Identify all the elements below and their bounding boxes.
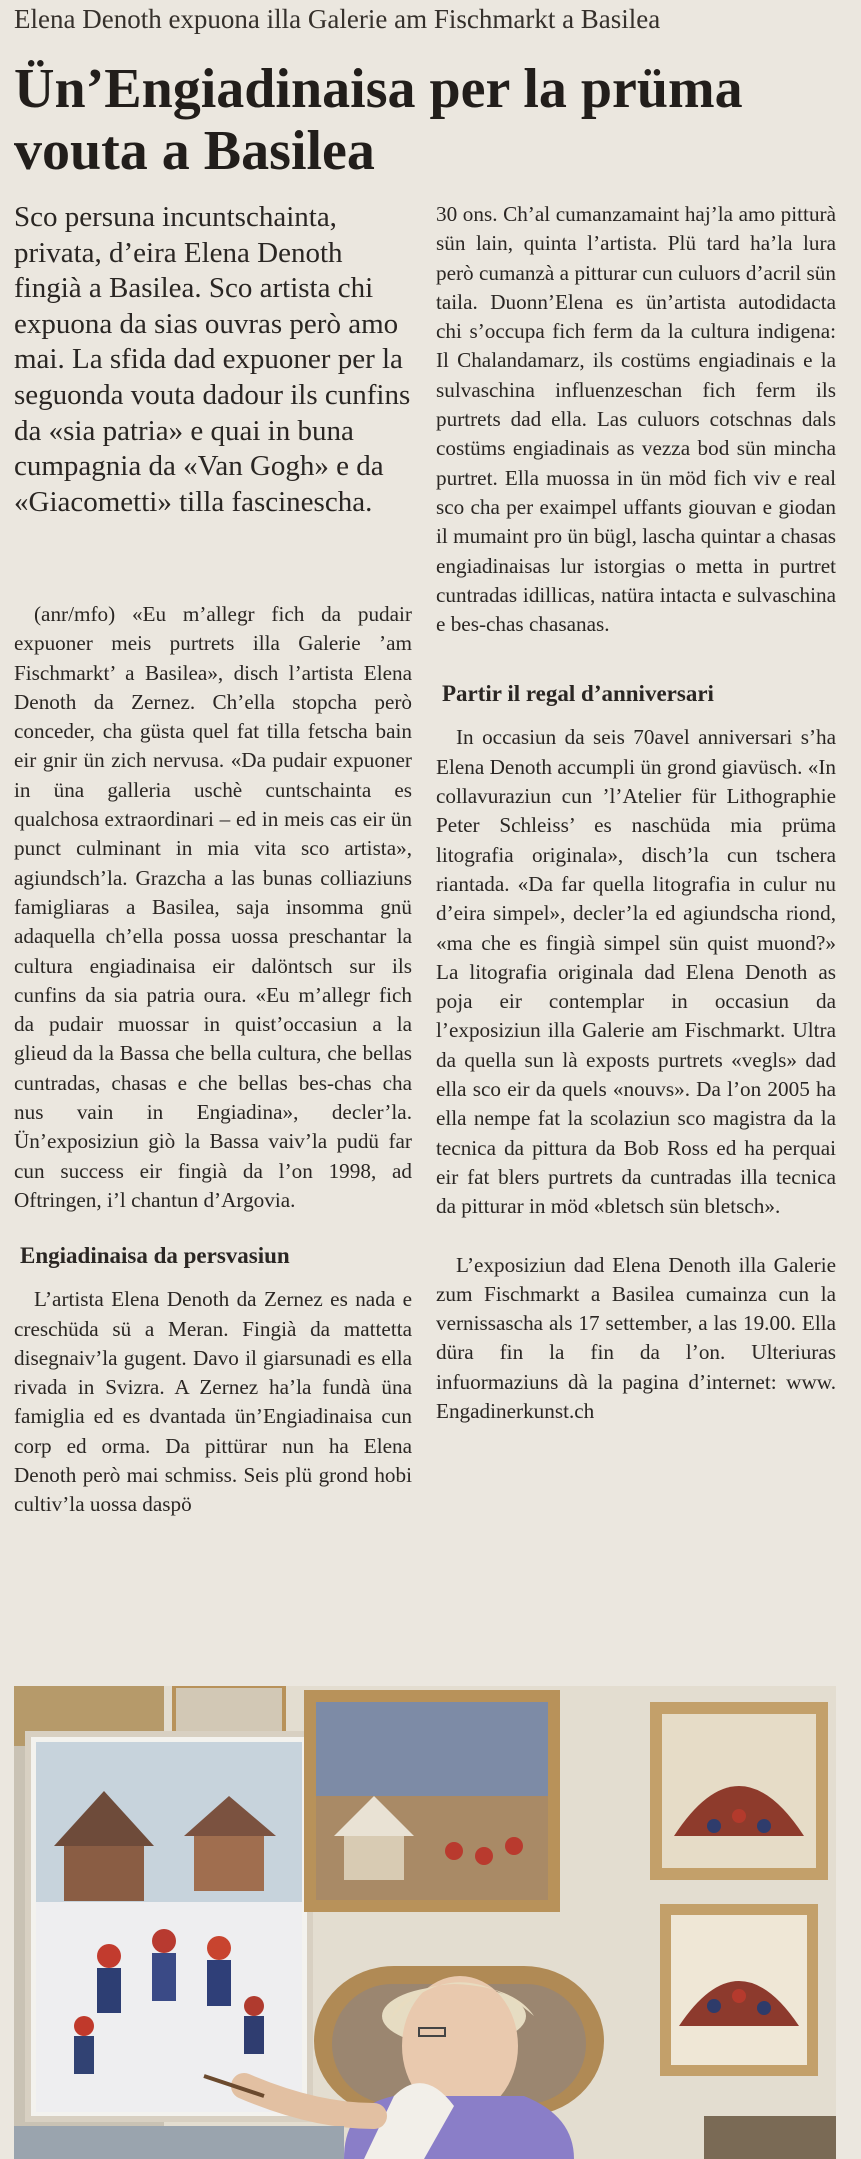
headline: Ün’Engiadinaisa per la prüma vouta a Basilea — [14, 58, 743, 182]
column-left — [14, 600, 412, 1520]
subheading: Partir il regal d’anniversari — [442, 681, 714, 707]
subheading: Engiadinaisa da persvasiun — [20, 1243, 290, 1269]
easel-painting — [28, 1734, 310, 2119]
article-photo — [14, 1686, 836, 2159]
body-paragraph: L’artista Elena Denoth da Zernez es nada e creschüda sü a Meran. Fingià da mattetta disegnaiv’la gugent. Davo il giarsunadi es ella rivada in Svizra. A Zernez ha’la fundà üna famiglia ed es dvantada ün’Engiadinaisa cun corp ed orma. Da pittürar nun ha Elena Denoth però mai schmiss. Seis plü grond hobi cultiv’la uossa daspö — [14, 1287, 412, 1517]
photo-illustration — [14, 1686, 836, 2159]
body-paragraph: 30 ons. Ch’al cumanzamaint haj’la amo pitturà sün lain, quinta l’artista. Plü tard ha’la lura però cumanzà a pitturar cun culuors d’acril sün taila. Duonn’Elena es ün’artista autodidacta chi s’occupa fich ferm da la cultura indigena: Il Chalandamarz, ils costüms engiadinais e la sulvaschina influenzeschan fich ferm ils purtrets dad ella. Las culuors cotschnas dals costüms engiadinais as vezza bod sün mincha purtret. Ella muossa in ün möd fich viv e real sco cha per exaimpel uffants giouvan e giodan il mumaint pro ün bügl, lascha quintar a chasas engiadinaisas lur istorgias o metta in purtret cuntradas idillicas, natüra intacta e sulvaschina e bes-chas chasanas. — [436, 202, 836, 637]
lead-text: Sco persuna incuntschainta, privata, d’eira Elena Denoth fingià a Basilea. Sco artista chi expuona da sias ouvras però amo mai. La sfida dad expuoner per la seguonda vouta dadour ils cunfins da «sia patria» e quai in buna cumpagnia da «Van Gogh» e da «Giacometti» tilla fascinescha. — [14, 201, 411, 518]
column-right — [436, 200, 836, 1426]
lead-paragraph — [14, 200, 414, 520]
kicker-line: Elena Denoth expuona illa Galerie am Fischmarkt a Basilea — [14, 4, 661, 34]
body-paragraph: L’exposiziun dad Elena Denoth illa Galerie zum Fischmarkt a Basilea cumainza cun la vernissascha als 17 settember, a las 19.00. Ella düra fin la fin da l’on. Ulteriuras infuormaziuns dà la pagina d’internet: www. Engadinerkunst.ch — [436, 1252, 836, 1423]
body-paragraph: (anr/mfo) «Eu m’allegr fich da pudair expuoner meis purtrets illa Galerie ’am Fischmarkt’ a Basilea», disch l’artista Elena Denoth da Zernez. Ch’ella stopcha però conceder, cha güsta quel fat tilla fetscha bain eir gnir ün zich nervusa. «Da pudair expuoner in üna galleria uschè cuntschainta es qualchosa extraordinari – ed in meis cas eir ün punct culminant in mia vita sco artista», agiundsch’la. Grazcha a las bunas colliaziuns famigliaras a Basilea, saja insomma gnü adaquella ch’ella possa uossa preschantar la cultura engiadinaisa eir dalöntsch sur ils cunfins da sia patria oura. «Eu m’allegr fich da pudair muossar in quist’occasiun a la glieud da la Bassa che bella cultura, che bellas cuntradas, chasas e che bellas bes-chas cha nus vain in Engiadina», decler’la. Ün’exposiziun giò la Bassa vaiv’la pudü far cun success eir fingià da l’on 1998, ad Oftringen, i’l chantun d’Argovia. — [14, 602, 412, 1212]
framed-painting-right-top — [650, 1702, 828, 1880]
framed-painting-right-bottom — [660, 1904, 818, 2076]
framed-painting-centre — [304, 1690, 560, 1912]
body-paragraph: In occasiun da seis 70avel anniversari s’ha Elena Denoth accumpli ün grond giavüsch. «In collavuraziun cun ’l’Atelier für Lithographie Peter Schleiss’ es naschüda mia prüma litografia originala», disch’la cun tschera riantada. «Da far quella litografia in culur nu d’eira simpel», decler’la ed agiundscha riond, «ma che es fingià simpel sün quist muond?» La litografia originala dad Elena Denoth as poja eir contemplar in occasiun da l’exposiziun illa Galerie am Fischmarkt. Ultra da quella sun là exposts purtrets «vegls» dad ella sco eir da quels «nouvs». Da l’on 2005 ha ella nempe fat la scolaziun sco magistra da la tecnica da pittura da Bob Ross ed ha perquai eir fat blers purtrets da cuntradas illa tecnica da pitturar in möd «bletsch sün bletsch». — [436, 725, 836, 1219]
